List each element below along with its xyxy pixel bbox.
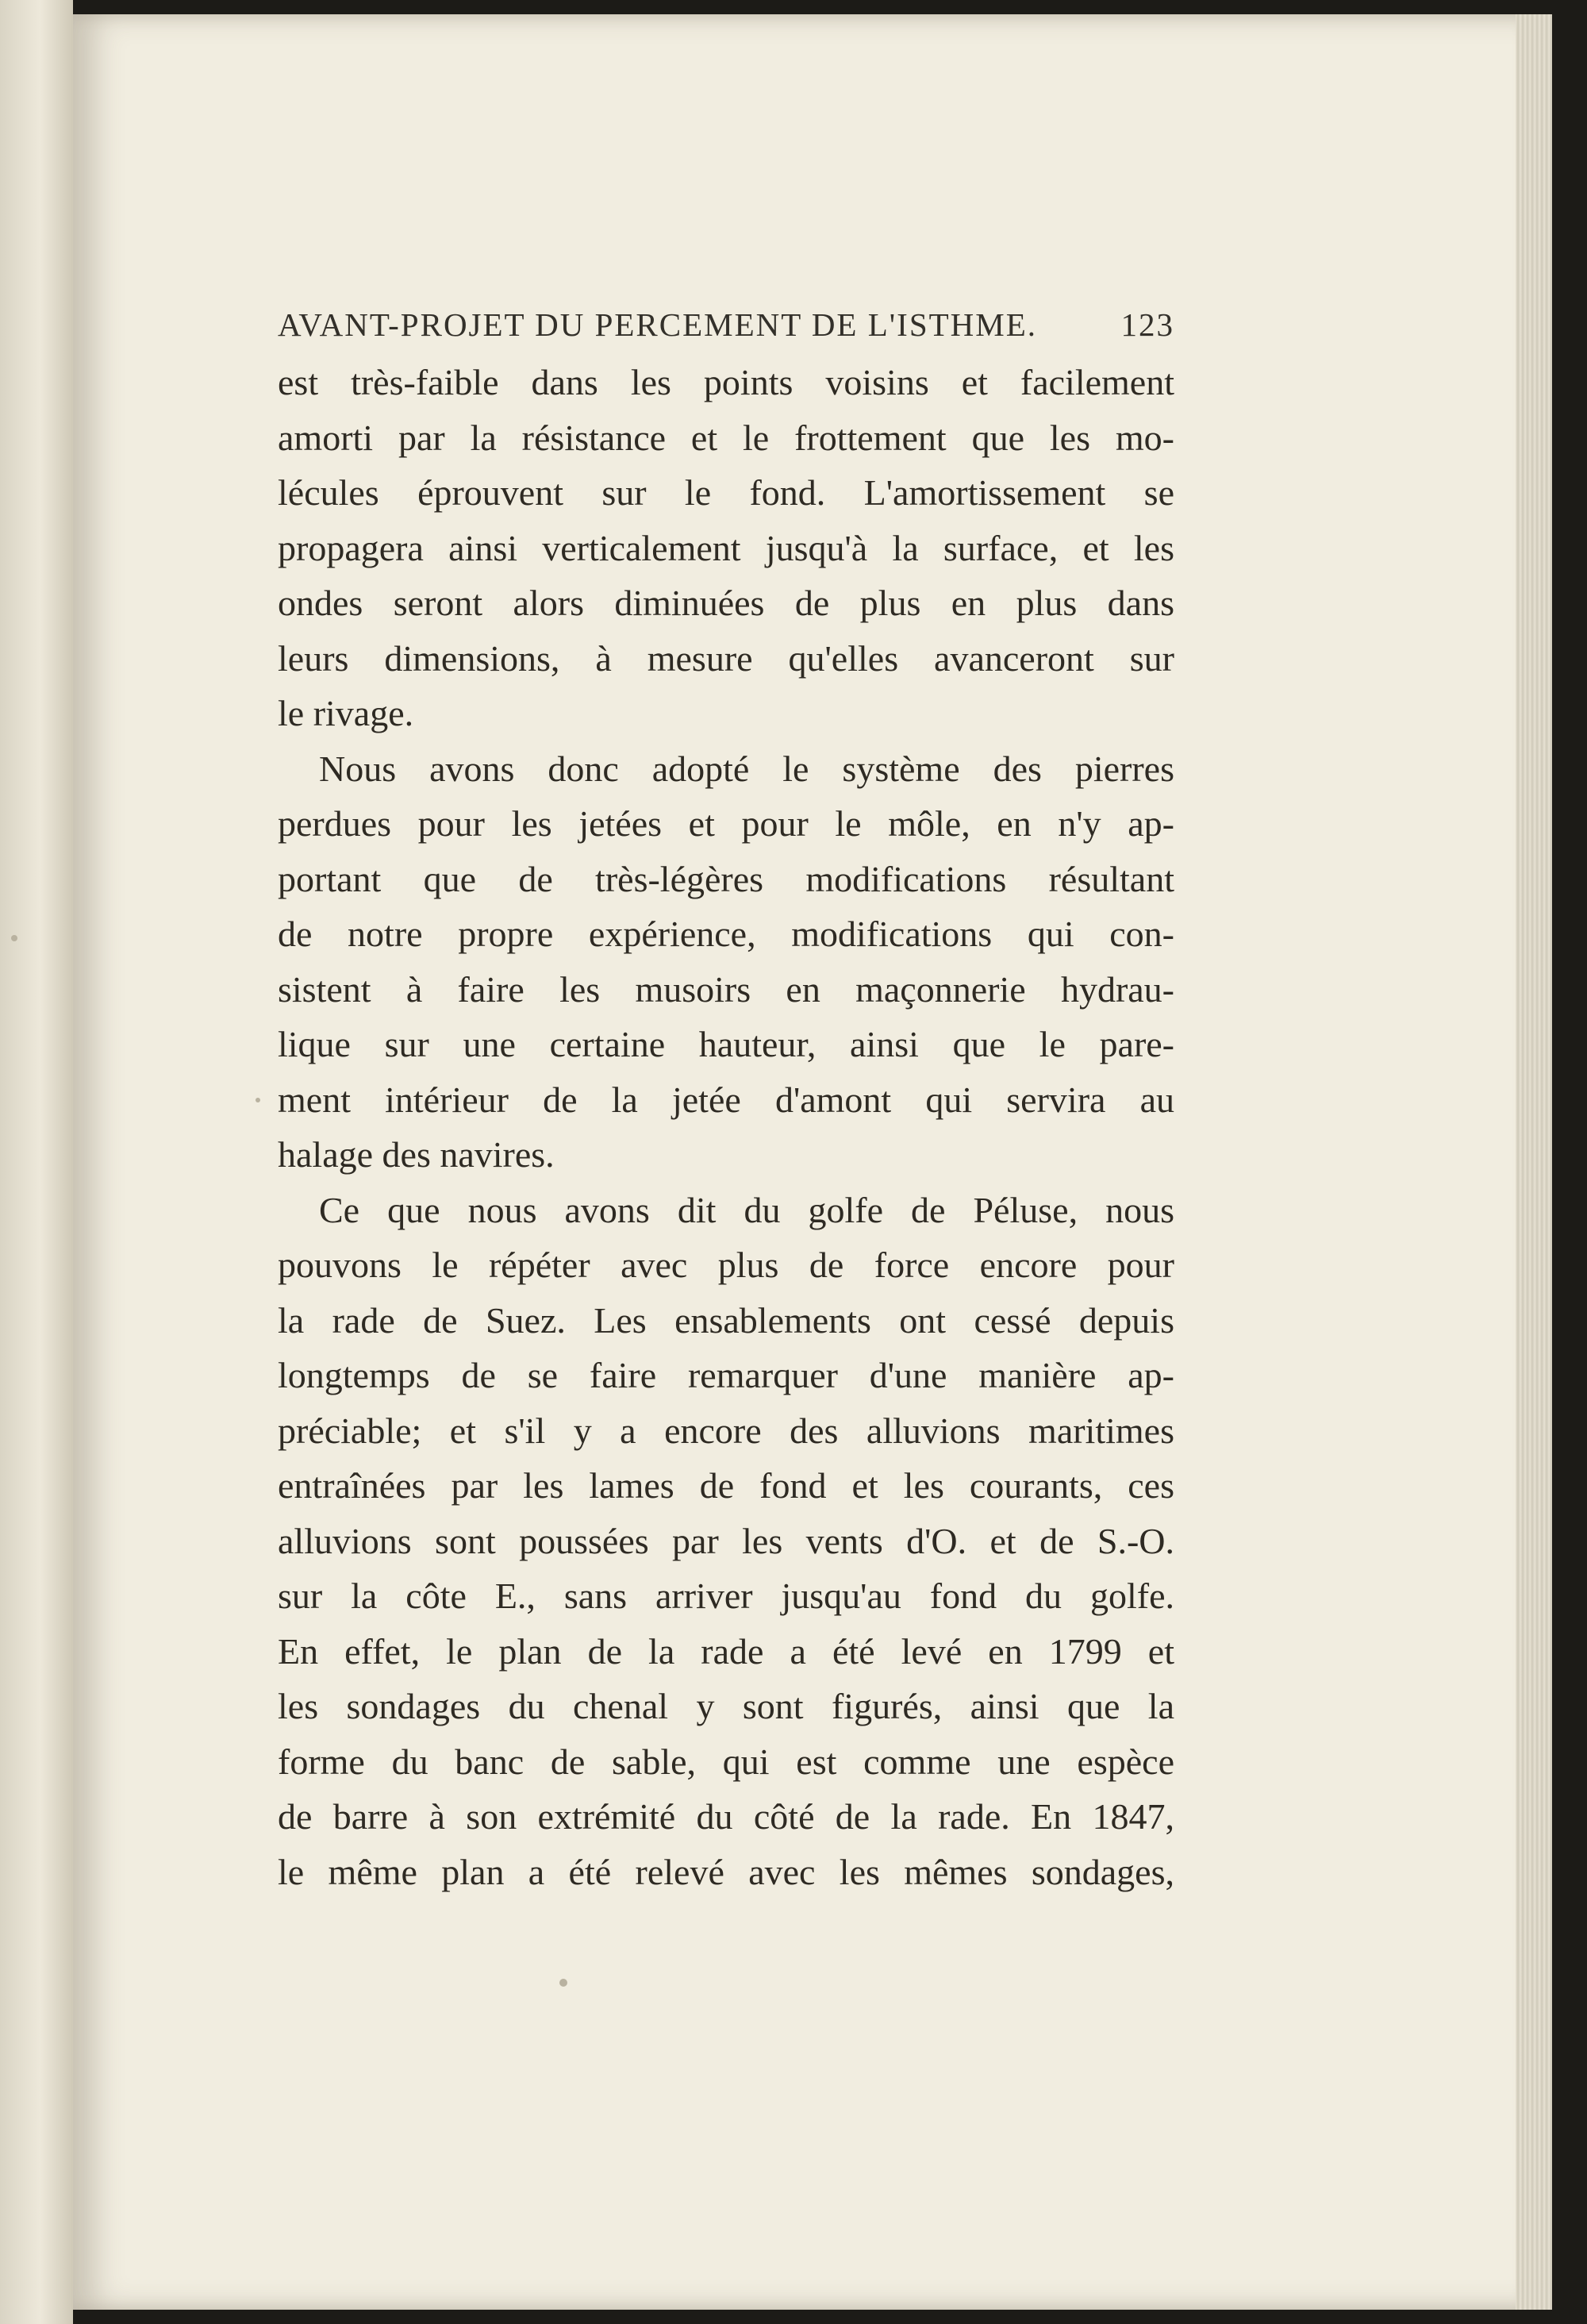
page-number: 123 xyxy=(1120,306,1174,343)
running-head-title: AVANT-PROJET DU PERCEMENT DE L'ISTHME. xyxy=(278,306,1038,343)
paragraph-3 xyxy=(278,1183,1174,1900)
running-head xyxy=(278,306,1174,355)
text-line: le rivage. xyxy=(278,693,414,733)
text-line: ondes seront alors diminuées de plus en plus dans xyxy=(278,583,1174,623)
text-block xyxy=(278,306,1174,1899)
text-line: sur la côte E., sans arriver jusqu'au fond du golfe. xyxy=(278,1576,1174,1616)
text-line: halage des navires. xyxy=(278,1134,555,1175)
right-page-edge xyxy=(1516,14,1552,2310)
text-line: portant que de très-légères modifications résultant xyxy=(278,858,1174,899)
text-line: ment intérieur de la jetée d'amont qui servira au xyxy=(278,1079,1174,1120)
text-line: la rade de Suez. Les ensablements ont cessé depuis xyxy=(278,1299,1174,1341)
text-line: les sondages du chenal y sont figurés, ainsi que la xyxy=(278,1686,1174,1726)
text-line: Ce que nous avons dit du golfe de Péluse, nous xyxy=(319,1189,1174,1230)
text-line: Nous avons donc adopté le système des pierres xyxy=(319,748,1174,789)
paragraph-1 xyxy=(278,355,1174,741)
speck xyxy=(11,935,17,941)
speck xyxy=(559,1979,567,1987)
text-line: forme du banc de sable, qui est comme une espèce xyxy=(278,1741,1174,1782)
text-line: propagera ainsi verticalement jusqu'à la surface, et les xyxy=(278,527,1174,568)
speck xyxy=(256,1098,260,1102)
text-line: le même plan a été relevé avec les mêmes sondages, xyxy=(278,1851,1174,1892)
text-line: En effet, le plan de la rade a été levé en 1799 et xyxy=(278,1630,1174,1672)
left-page-edge xyxy=(0,0,73,2324)
text-line: alluvions sont poussées par les vents d'O. et de S.-O. xyxy=(278,1520,1174,1561)
text-line: amorti par la résistance et le frottement que les mo- xyxy=(278,417,1174,458)
text-line: préciable; et s'il y a encore des alluvions maritimes xyxy=(278,1410,1174,1451)
text-line: lique sur une certaine hauteur, ainsi que le pare- xyxy=(278,1024,1174,1064)
paragraph-2 xyxy=(278,741,1174,1183)
text-line: lécules éprouvent sur le fond. L'amortissement se xyxy=(278,472,1174,513)
text-line: perdues pour les jetées et pour le môle, en n'y ap- xyxy=(278,803,1174,844)
text-line: de notre propre expérience, modifications qui con- xyxy=(278,914,1174,954)
text-line: est très-faible dans les points voisins et facilement xyxy=(278,362,1174,402)
text-line: entraînées par les lames de fond et les courants, ces xyxy=(278,1465,1174,1506)
text-line: pouvons le répéter avec plus de force encore pour xyxy=(278,1245,1174,1285)
text-line: leurs dimensions, à mesure qu'elles avanceront sur xyxy=(278,637,1174,679)
text-line: longtemps de se faire remarquer d'une manière ap- xyxy=(278,1355,1174,1395)
text-line: de barre à son extrémité du côté de la rade. En 1847, xyxy=(278,1796,1174,1837)
text-line: sistent à faire les musoirs en maçonnerie hydrau- xyxy=(278,968,1174,1010)
